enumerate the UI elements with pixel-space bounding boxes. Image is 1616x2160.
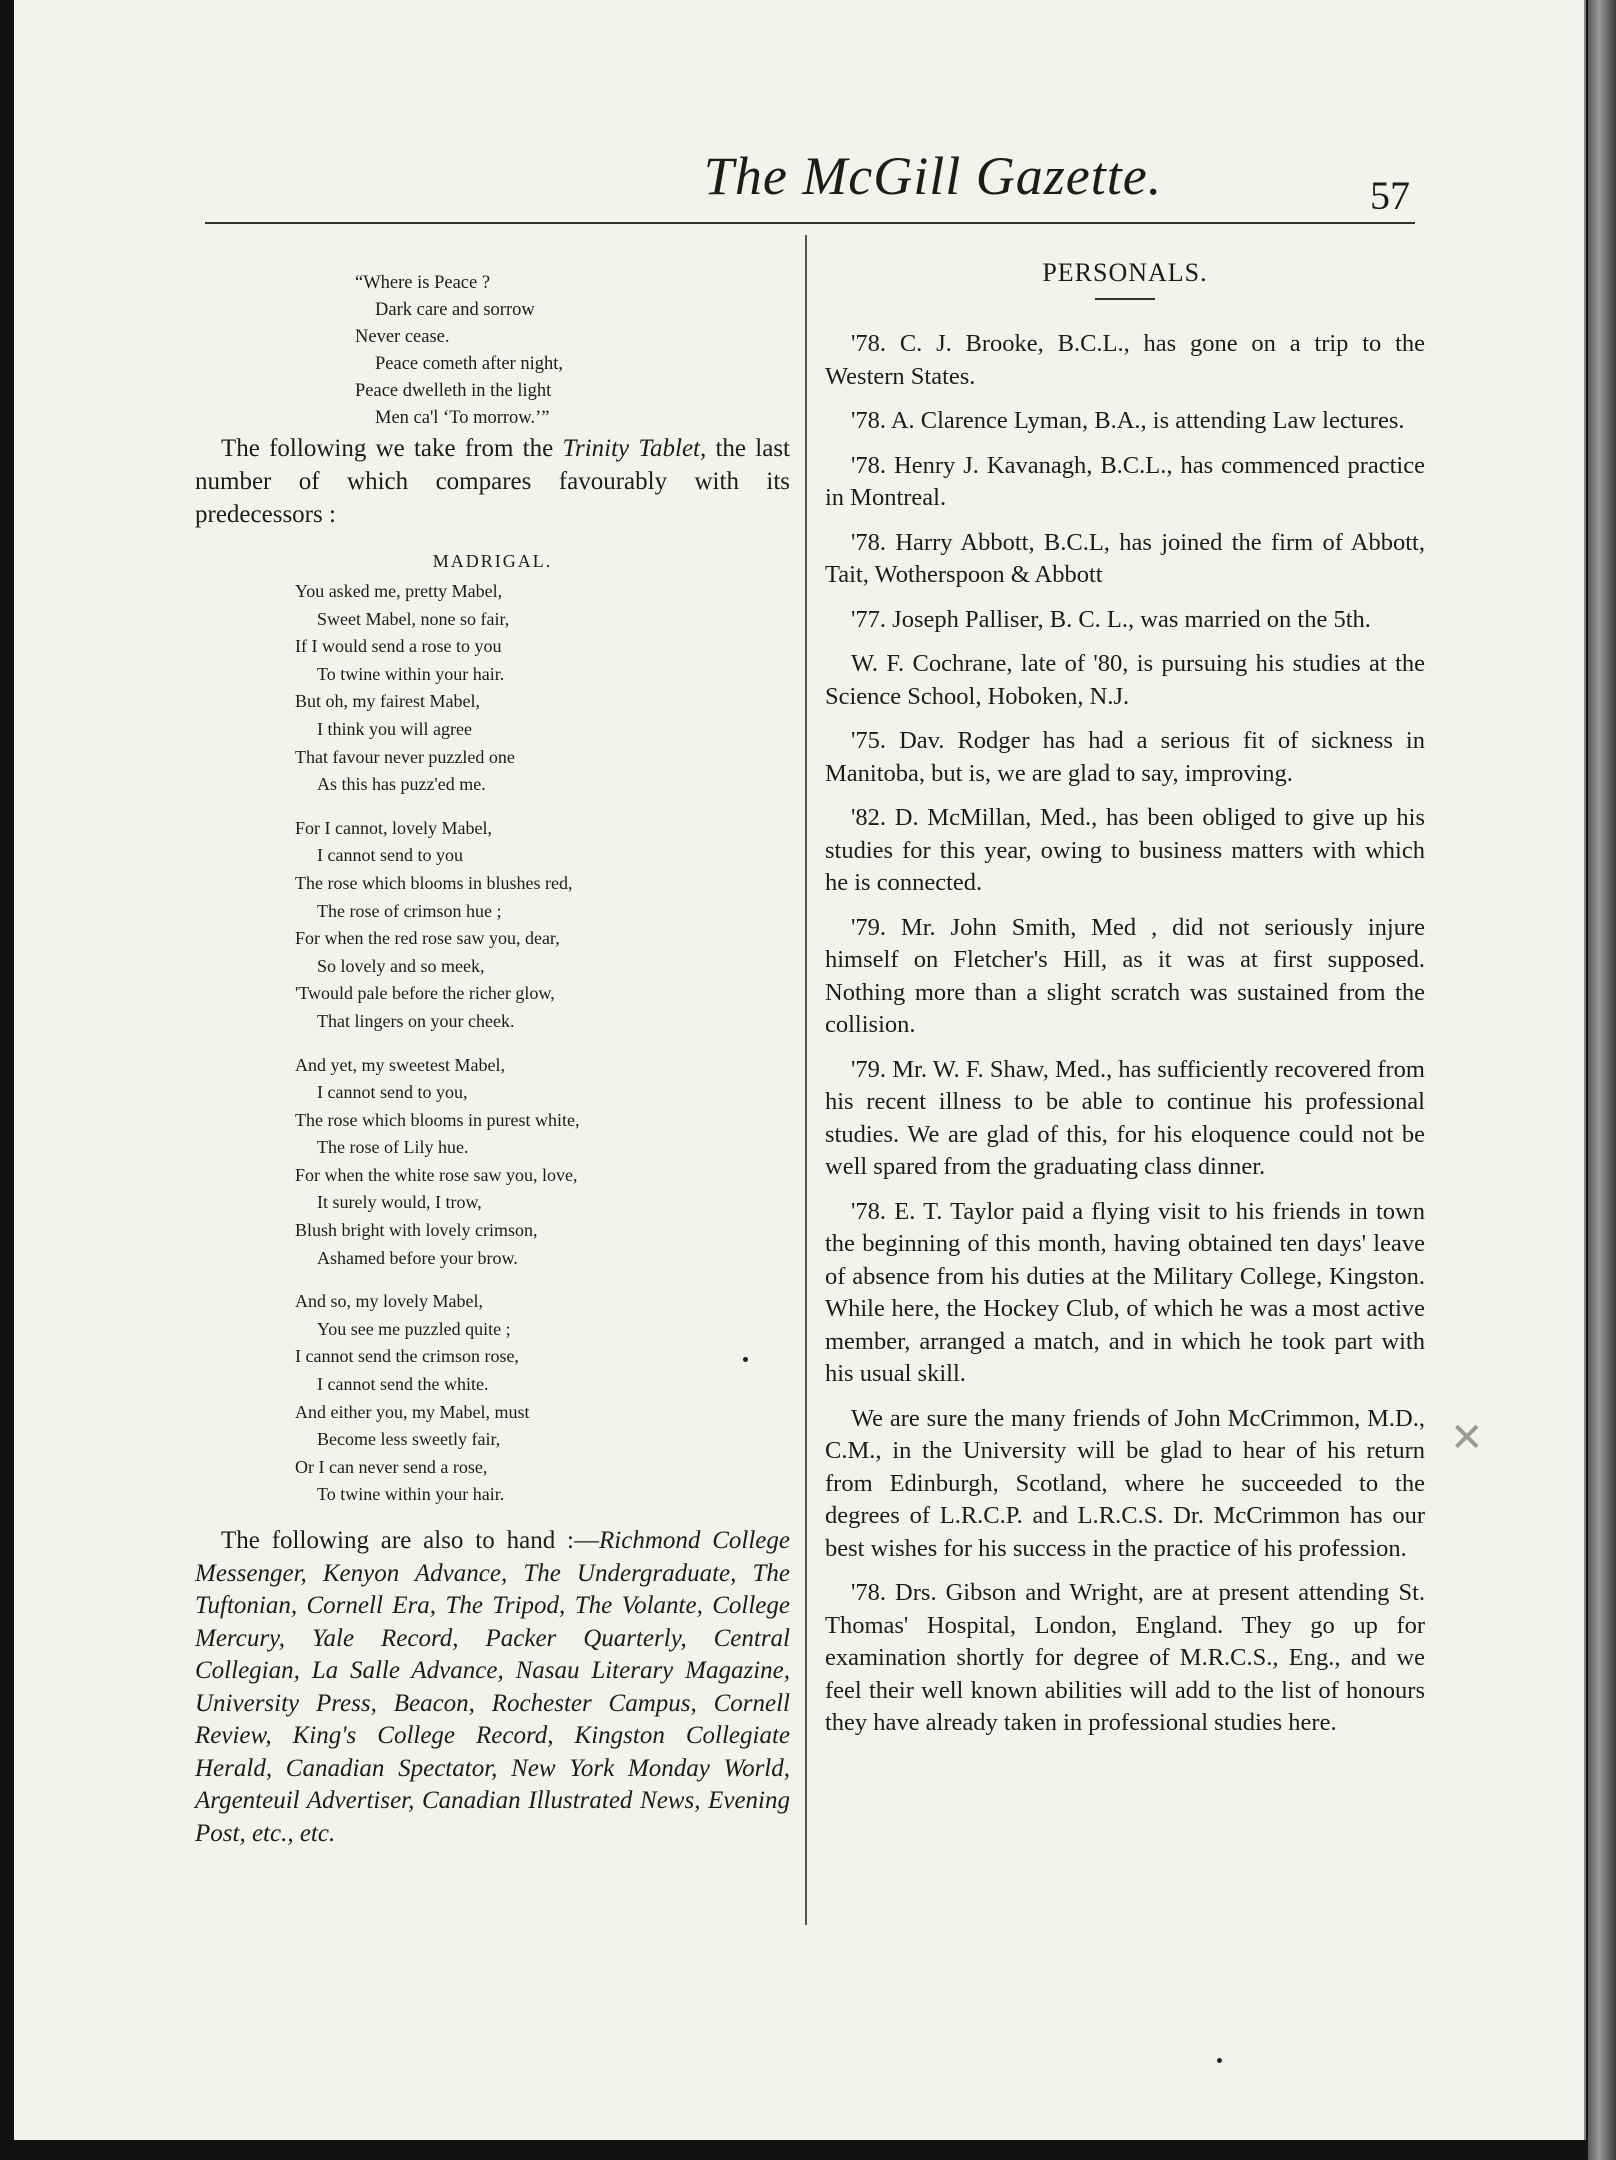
poem-line: For when the red rose saw you, dear,: [295, 928, 560, 949]
poem-line: As this has puzz'ed me.: [317, 774, 486, 795]
personal-item: We are sure the many friends of John McCrimmon, M.D., C.M., in the University will be glad to hear of his return from Edinburgh, Scotland, where he succeeded to the degrees of L.R.C.P. and L.R.C.S. Dr. McCrimmon has our best wishes for his success in the practice of his profession.: [825, 1404, 1425, 1562]
page-number: 57: [1370, 173, 1410, 218]
epigraph-poem: [355, 270, 790, 432]
poem-line: Ashamed before your brow.: [317, 1247, 518, 1268]
left-column: [195, 270, 790, 1875]
poem-line: I cannot send the crimson rose,: [295, 1346, 519, 1367]
poem-line: Or I can never send a rose,: [295, 1456, 488, 1477]
ink-speck: [743, 1357, 748, 1362]
poem-line: Never cease.: [355, 327, 450, 347]
personal-item: W. F. Cochrane, late of '80, is pursuing his studies at the Science School, Hoboken, N.J.: [825, 650, 1425, 710]
poem-line: You asked me, pretty Mabel,: [295, 581, 503, 601]
poem-line: It surely would, I trow,: [317, 1192, 482, 1213]
exchanges-lead: The following are also to hand :—: [221, 1527, 599, 1554]
poem-line: And so, my lovely Mabel,: [295, 1291, 483, 1312]
poem-line: The rose of Lily hue.: [317, 1137, 469, 1158]
poem-line: I cannot send the white.: [317, 1374, 489, 1395]
personal-item: '78. A. Clarence Lyman, B.A., is attending Law lectures.: [851, 407, 1405, 434]
poem-line: That lingers on your cheek.: [317, 1010, 515, 1031]
poem-line: Blush bright with lovely crimson,: [295, 1220, 538, 1241]
poem-line: I cannot send to you: [317, 845, 463, 866]
poem-line: The rose which blooms in blushes red,: [295, 872, 573, 893]
exchanges-list: Richmond College Messenger, Kenyon Advance, The Undergraduate, The Tuftonian, Cornell Era, The Tripod, The Volante, College Mercury, Yale Record, Packer Quarterly, Central Collegian, La Salle Advance, Nasau Literary Magazine, University Press, Beacon, Rochester Campus, Cornell Review, King's College Record, Kingston Collegiate Herald, Canadian Spectator, New York Monday World, Argenteuil Advertiser, Canadian Illustrated News, Evening Post, etc., etc.: [195, 1527, 790, 1847]
header-rule: [205, 222, 1415, 224]
poem-line: For when the white rose saw you, love,: [295, 1164, 578, 1185]
poem-line: If I would send a rose to you: [295, 636, 502, 657]
personal-item: '75. Dav. Rodger has had a serious fit of sickness in Manitoba, but is, we are glad to say, improving.: [825, 727, 1425, 787]
ink-speck: [1217, 2058, 1222, 2063]
poem-line: For I cannot, lovely Mabel,: [295, 817, 492, 838]
poem-stanza: [295, 1288, 790, 1509]
poem-line: Sweet Mabel, none so fair,: [317, 608, 510, 629]
heading-rule: [1095, 298, 1155, 300]
poem-line: To twine within your hair.: [317, 1484, 505, 1505]
poem-line: You see me puzzled quite ;: [317, 1318, 511, 1339]
poem-line: 'Twould pale before the richer glow,: [295, 983, 555, 1004]
personal-item: '78. Henry J. Kavanagh, B.C.L., has commenced practice in Montreal.: [825, 451, 1425, 511]
intro-text: The following we take from the: [221, 435, 563, 462]
gazette-title: The McGill Gazette.: [703, 146, 1163, 206]
poem-line: Dark care and sorrow: [375, 300, 535, 320]
exchanges-paragraph: [195, 1525, 790, 1850]
personal-item: '78. Harry Abbott, B.C.L, has joined the firm of Abbott, Tait, Wotherspoon & Abbott: [825, 528, 1425, 588]
poem-line: Peace cometh after night,: [375, 354, 563, 374]
poem-line: I cannot send to you,: [317, 1082, 468, 1103]
right-column: [825, 258, 1425, 1752]
poem-stanza: [295, 1052, 790, 1273]
journal-name: Trinity Tablet,: [562, 435, 707, 462]
poem-line: Peace dwelleth in the light: [355, 381, 552, 401]
personal-item: '77. Joseph Palliser, B. C. L., was married on the 5th.: [851, 605, 1371, 633]
personal-item: '78. C. J. Brooke, B.C.L., has gone on a trip to the Western States.: [825, 330, 1425, 390]
poem-line: That favour never puzzled one: [295, 746, 515, 767]
poem-stanza: [295, 815, 790, 1036]
poem-line: “Where is Peace ?: [355, 273, 491, 293]
poem-line: So lovely and so meek,: [317, 955, 485, 976]
poem-line: To twine within your hair.: [317, 663, 505, 684]
personal-item: '79. Mr. W. F. Shaw, Med., has sufficiently recovered from his recent illness to be able to continue his professional studies. We are glad of this, for his eloquence could not be well spared from the graduating class dinner.: [825, 1055, 1425, 1180]
pencil-mark-icon: ✕: [1450, 1415, 1484, 1461]
poem-line: The rose which blooms in purest white,: [295, 1109, 580, 1130]
poem-stanza: [295, 578, 790, 799]
poem-line: The rose of crimson hue ;: [317, 900, 502, 921]
intro-text: the last number of which compares favourably with its predecessors :: [195, 435, 790, 528]
personal-item: '82. D. McMillan, Med., has been obliged to give up his studies for this year, owing to business matters with which he is connected.: [825, 804, 1425, 896]
page-edge: [1588, 0, 1616, 2160]
poem-line: I think you will agree: [317, 718, 472, 739]
poem-line: But oh, my fairest Mabel,: [295, 691, 480, 712]
poem-line: Become less sweetly fair,: [317, 1429, 501, 1450]
poem-line: And yet, my sweetest Mabel,: [295, 1054, 505, 1075]
column-divider: [805, 235, 807, 1925]
personal-item: '78. Drs. Gibson and Wright, are at present attending St. Thomas' Hospital, London, England. They go up for examination shortly for degree of M.R.C.S., Eng., and we feel their well known abilities will add to the list of honours they have already taken in professional studies here.: [825, 1579, 1425, 1736]
section-heading: PERSONALS.: [1042, 258, 1208, 287]
poem-title: MADRIGAL.: [432, 551, 553, 571]
personal-item: '79. Mr. John Smith, Med , did not seriously injure himself on Fletcher's Hill, as it was at first supposed. Nothing more than a slight scratch was sustained from the collision.: [825, 913, 1425, 1038]
poem-line: Men ca'l ‘To morrow.’”: [375, 408, 550, 428]
intro-paragraph: [195, 432, 790, 531]
personal-item: '78. E. T. Taylor paid a flying visit to his friends in town the beginning of this month, having obtained ten days' leave of absence from his duties at the Military College, Kingston. While here, the Hockey Club, of which he was a most active member, arranged a match, and in which he took part with his usual skill.: [825, 1197, 1425, 1387]
poem-line: And either you, my Mabel, must: [295, 1401, 530, 1422]
